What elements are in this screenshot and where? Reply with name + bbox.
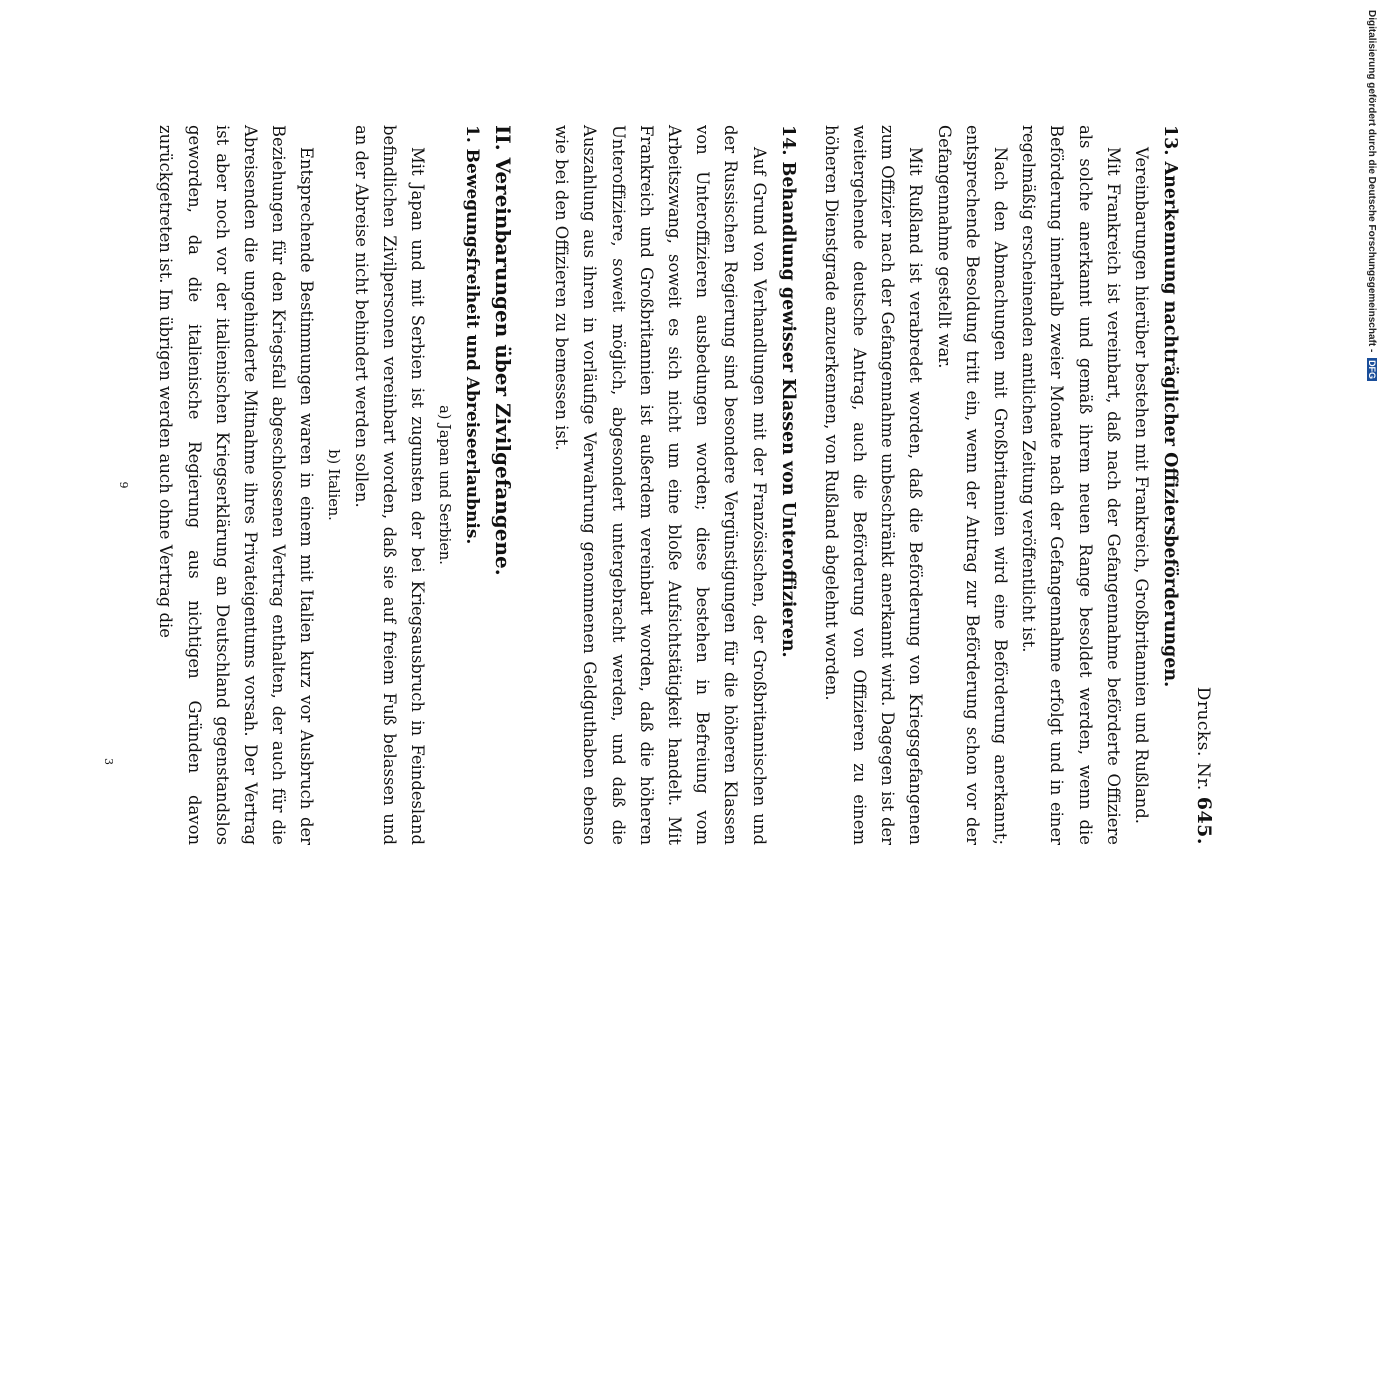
rotated-content — [95, 125, 1215, 845]
section-14-title: 14. Behandlung gewisser Klassen von Unteroffizieren. — [777, 125, 798, 658]
part-2-title: II. Vereinbarungen über Zivilgefangene. — [490, 125, 515, 576]
section-13-title: 13. Anerkennung nachträglicher Offiziersbeförderungen. — [1160, 125, 1180, 688]
section-13-paragraph-3: Nach den Abmachungen mit Großbritannien wird eine Beförderung anerkannt; entsprechende Besoldung tritt ein, wenn der Antrag zur Beförderung schon vor der Gefangennahme gestellt war. — [934, 125, 1010, 845]
part-2-sub-1-title: 1. Bewegungsfreiheit und Abreiseerlaubnis. — [461, 125, 482, 545]
signature-mark: 3 — [102, 758, 115, 765]
section-13-paragraph-4: Mit Rußland ist verabredet worden, daß die Beförderung von Kriegsgefangenen zum Offizier nach der Gefangennahme unbeschränkt anerkannt wird. Dagegen ist der weitergehende deutsche Antrag, auch die Beförderung von Offizieren zu einem höheren Dienstgrade anzuerkennen, von Rußland abgelehnt worden. — [821, 125, 926, 845]
document-body — [151, 125, 1185, 845]
page-number: 9 — [117, 481, 130, 489]
page-header — [1185, 125, 1215, 845]
section-13-paragraph-1: Vereinbarungen hierüber bestehen mit Frankreich, Großbritannien und Rußland. — [1132, 147, 1151, 824]
sub-a-title: a) Japan und Serbien. — [435, 405, 452, 565]
digitization-credit: Digitalisierung gefördert durch die Deutsche Forschungsgemeinschaft - — [1366, 10, 1377, 353]
sub-b-paragraph: Entsprechende Bestimmungen waren in einem mit Italien kurz vor Ausbruch der Beziehungen für den Kriegsfall abgeschlossenen Vertrag enthalten, der auch für die Abreisenden die ungehinderte Mitnahme ihres Privateigentums vorsah. Der Vertrag ist aber noch vor der italienischen Kriegserklärung an Deutschland gegenstandslos geworden, da die italienische Regierung aus nichtigen Gründen davon zurückgetreten ist. Im übrigen werden auch ohne Vertrag die — [156, 125, 317, 845]
header-prefix: Drucks. Nr. — [1193, 686, 1213, 791]
section-14-paragraph-1: Auf Grund von Verhandlungen mit der Französischen, der Großbritannischen und der Russischen Regierung sind besondere Vergünstigungen für die höheren Klassen von Unteroffizieren ausbedungen worden; diese bestehen in Befreiung vom Arbeitszwang, soweit es sich nicht um eine bloße Aufsichtstätigkeit handelt. Mit Frankreich und Großbritannien ist außerdem vereinbart worden, daß die höheren Unteroffiziere, soweit möglich, abgesondert untergebracht werden, und daß die Auszahlung aus ihren in vorläufige Verwahrung genommenen Geldguthaben ebenso wie bei den Offizieren zu bemessen ist. — [552, 125, 769, 845]
sub-b-title: b) Italien. — [325, 449, 342, 521]
document-number: 645. — [1193, 796, 1215, 845]
sub-a-paragraph: Mit Japan und mit Serbien ist zugunsten der bei Kriegsausbruch in Feindesland befindlichen Zivilpersonen vereinbart worden, daß sie auf freiem Fuß belassen und an der Abreise nicht behindert werden sollen. — [351, 125, 427, 845]
dfg-logo: DFG — [1367, 360, 1377, 380]
section-13-paragraph-2: Mit Frankreich ist vereinbart, daß nach der Gefangennahme beförderte Offiziere als solche anerkannt und gemäß ihrem neuen Range besoldet werden, wenn die Beförderung innerhalb zweier Monate nach der Gefangennahme erfolgt und in einer regelmäßig erscheinenden amtlichen Zeitung veröffentlicht ist. — [1019, 125, 1123, 845]
digitization-sidebar — [1365, 10, 1377, 390]
